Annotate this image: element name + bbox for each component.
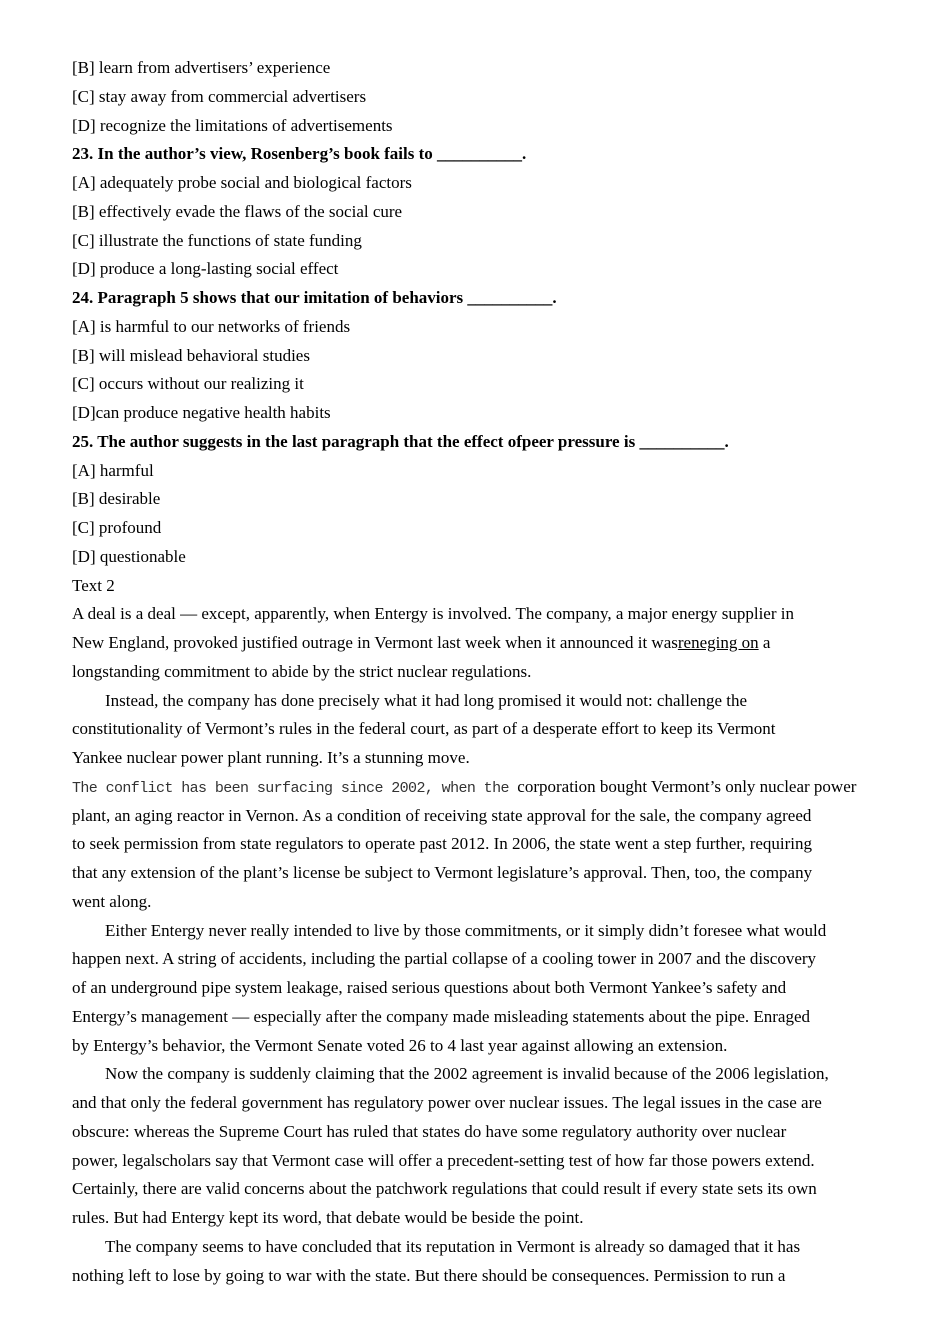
p1-text: New England, provoked justified outrage in Vermont last week when it announced it was bbox=[72, 633, 678, 652]
underlined-phrase: reneging on bbox=[677, 633, 759, 652]
document-page bbox=[72, 54, 902, 1290]
q23-question: 23. In the author’s view, Rosenberg’s book fails to __________. bbox=[72, 144, 527, 164]
q24-option-d: [D]can produce negative health habits bbox=[72, 403, 331, 422]
p2-line: Instead, the company has done precisely what it had long promised it would not: challenge the bbox=[105, 690, 748, 710]
q22-option-d: [D] recognize the limitations of advertisements bbox=[72, 115, 393, 135]
paragraph-2 bbox=[72, 687, 902, 773]
p4-line: of an underground pipe system leakage, raised serious questions about both Vermont Yankee’s safety and bbox=[72, 978, 787, 997]
q24-question: 24. Paragraph 5 shows that our imitation of behaviors __________. bbox=[72, 288, 557, 307]
q23-option-a: [A] adequately probe social and biological factors bbox=[72, 173, 412, 192]
p3-line: plant, an aging reactor in Vernon. As a condition of receiving state approval for the sale, the company agreed bbox=[72, 805, 812, 825]
p2-line: Yankee nuclear power plant running. It’s a stunning move. bbox=[72, 748, 470, 767]
q22-option-b: [B] learn from advertisers’ experience bbox=[72, 58, 331, 77]
p4-line: happen next. A string of accidents, including the partial collapse of a cooling tower in 2007 and the discovery bbox=[72, 949, 817, 969]
paragraph-3 bbox=[72, 773, 902, 917]
q23-option-c: [C] illustrate the functions of state funding bbox=[72, 230, 362, 250]
p3-line: to seek permission from state regulators to operate past 2012. In 2006, the state went a step further, requiring bbox=[72, 834, 813, 854]
paragraph-6 bbox=[72, 1233, 902, 1291]
q23-option-d: [D] produce a long-lasting social effect bbox=[72, 259, 339, 279]
p1-line: longstanding commitment to abide by the strict nuclear regulations. bbox=[72, 661, 532, 681]
p5-line: and that only the federal government has regulatory power over nuclear issues. The legal issues in the case are bbox=[72, 1093, 822, 1112]
p3-line: went along. bbox=[72, 891, 152, 911]
p3-mono-text: The conflict has been surfacing since 2002, when the bbox=[72, 779, 518, 797]
paragraph-1 bbox=[72, 600, 902, 686]
p1-line: A deal is a deal — except, apparently, when Entergy is involved. The company, a major energy supplier in bbox=[72, 604, 794, 624]
p1-line bbox=[72, 629, 902, 658]
q24-option-c: [C] occurs without our realizing it bbox=[72, 374, 304, 394]
q25-option-c: [C] profound bbox=[72, 518, 162, 537]
p5-line: rules. But had Entergy kept its word, that debate would be beside the point. bbox=[72, 1208, 584, 1227]
p4-line: Either Entergy never really intended to live by those commitments, or it simply didn’t foresee what would bbox=[105, 920, 827, 940]
p3-line: that any extension of the plant’s license be subject to Vermont legislature’s approval. Then, too, the company bbox=[72, 863, 813, 882]
q25-option-b: [B] desirable bbox=[72, 489, 161, 509]
q22-option-c: [C] stay away from commercial advertisers bbox=[72, 86, 367, 106]
p3-text: corporation bought Vermont’s only nuclear power bbox=[517, 776, 857, 796]
p5-line: Now the company is suddenly claiming that the 2002 agreement is invalid because of the 2006 legislation, bbox=[105, 1064, 829, 1084]
paragraph-4 bbox=[72, 917, 902, 1061]
q24-option-b: [B] will mislead behavioral studies bbox=[72, 345, 310, 365]
p3-line bbox=[72, 773, 902, 802]
p6-line: The company seems to have concluded that its reputation in Vermont is already so damaged that it has bbox=[105, 1236, 801, 1256]
paragraph-5 bbox=[72, 1060, 902, 1233]
q24-option-a: [A] is harmful to our networks of friends bbox=[72, 316, 351, 336]
q25-question: 25. The author suggests in the last paragraph that the effect ofpeer pressure is __________. bbox=[72, 431, 729, 451]
q25-option-a: [A] harmful bbox=[72, 460, 154, 480]
text2-title: Text 2 bbox=[72, 575, 115, 595]
p2-line: constitutionality of Vermont’s rules in the federal court, as part of a desperate effort to keep its Vermont bbox=[72, 719, 776, 739]
p5-line: obscure: whereas the Supreme Court has ruled that states do have some regulatory authority over nuclear bbox=[72, 1121, 787, 1141]
p4-line: by Entergy’s behavior, the Vermont Senate voted 26 to 4 last year against allowing an extension. bbox=[72, 1035, 728, 1055]
p5-line: Certainly, there are valid concerns about the patchwork regulations that could result if every state sets its own bbox=[72, 1179, 817, 1199]
p4-line: Entergy’s management — especially after the company made misleading statements about the pipe. Enraged bbox=[72, 1006, 810, 1026]
p5-line: power, legalscholars say that Vermont case will offer a precedent-setting test of how far those powers extend. bbox=[72, 1150, 815, 1170]
q25-option-d: [D] questionable bbox=[72, 546, 186, 566]
p6-line: nothing left to lose by going to war with the state. But there should be consequences. Permission to run a bbox=[72, 1265, 786, 1285]
p1-text: a bbox=[758, 633, 771, 652]
q23-option-b: [B] effectively evade the flaws of the social cure bbox=[72, 201, 403, 221]
